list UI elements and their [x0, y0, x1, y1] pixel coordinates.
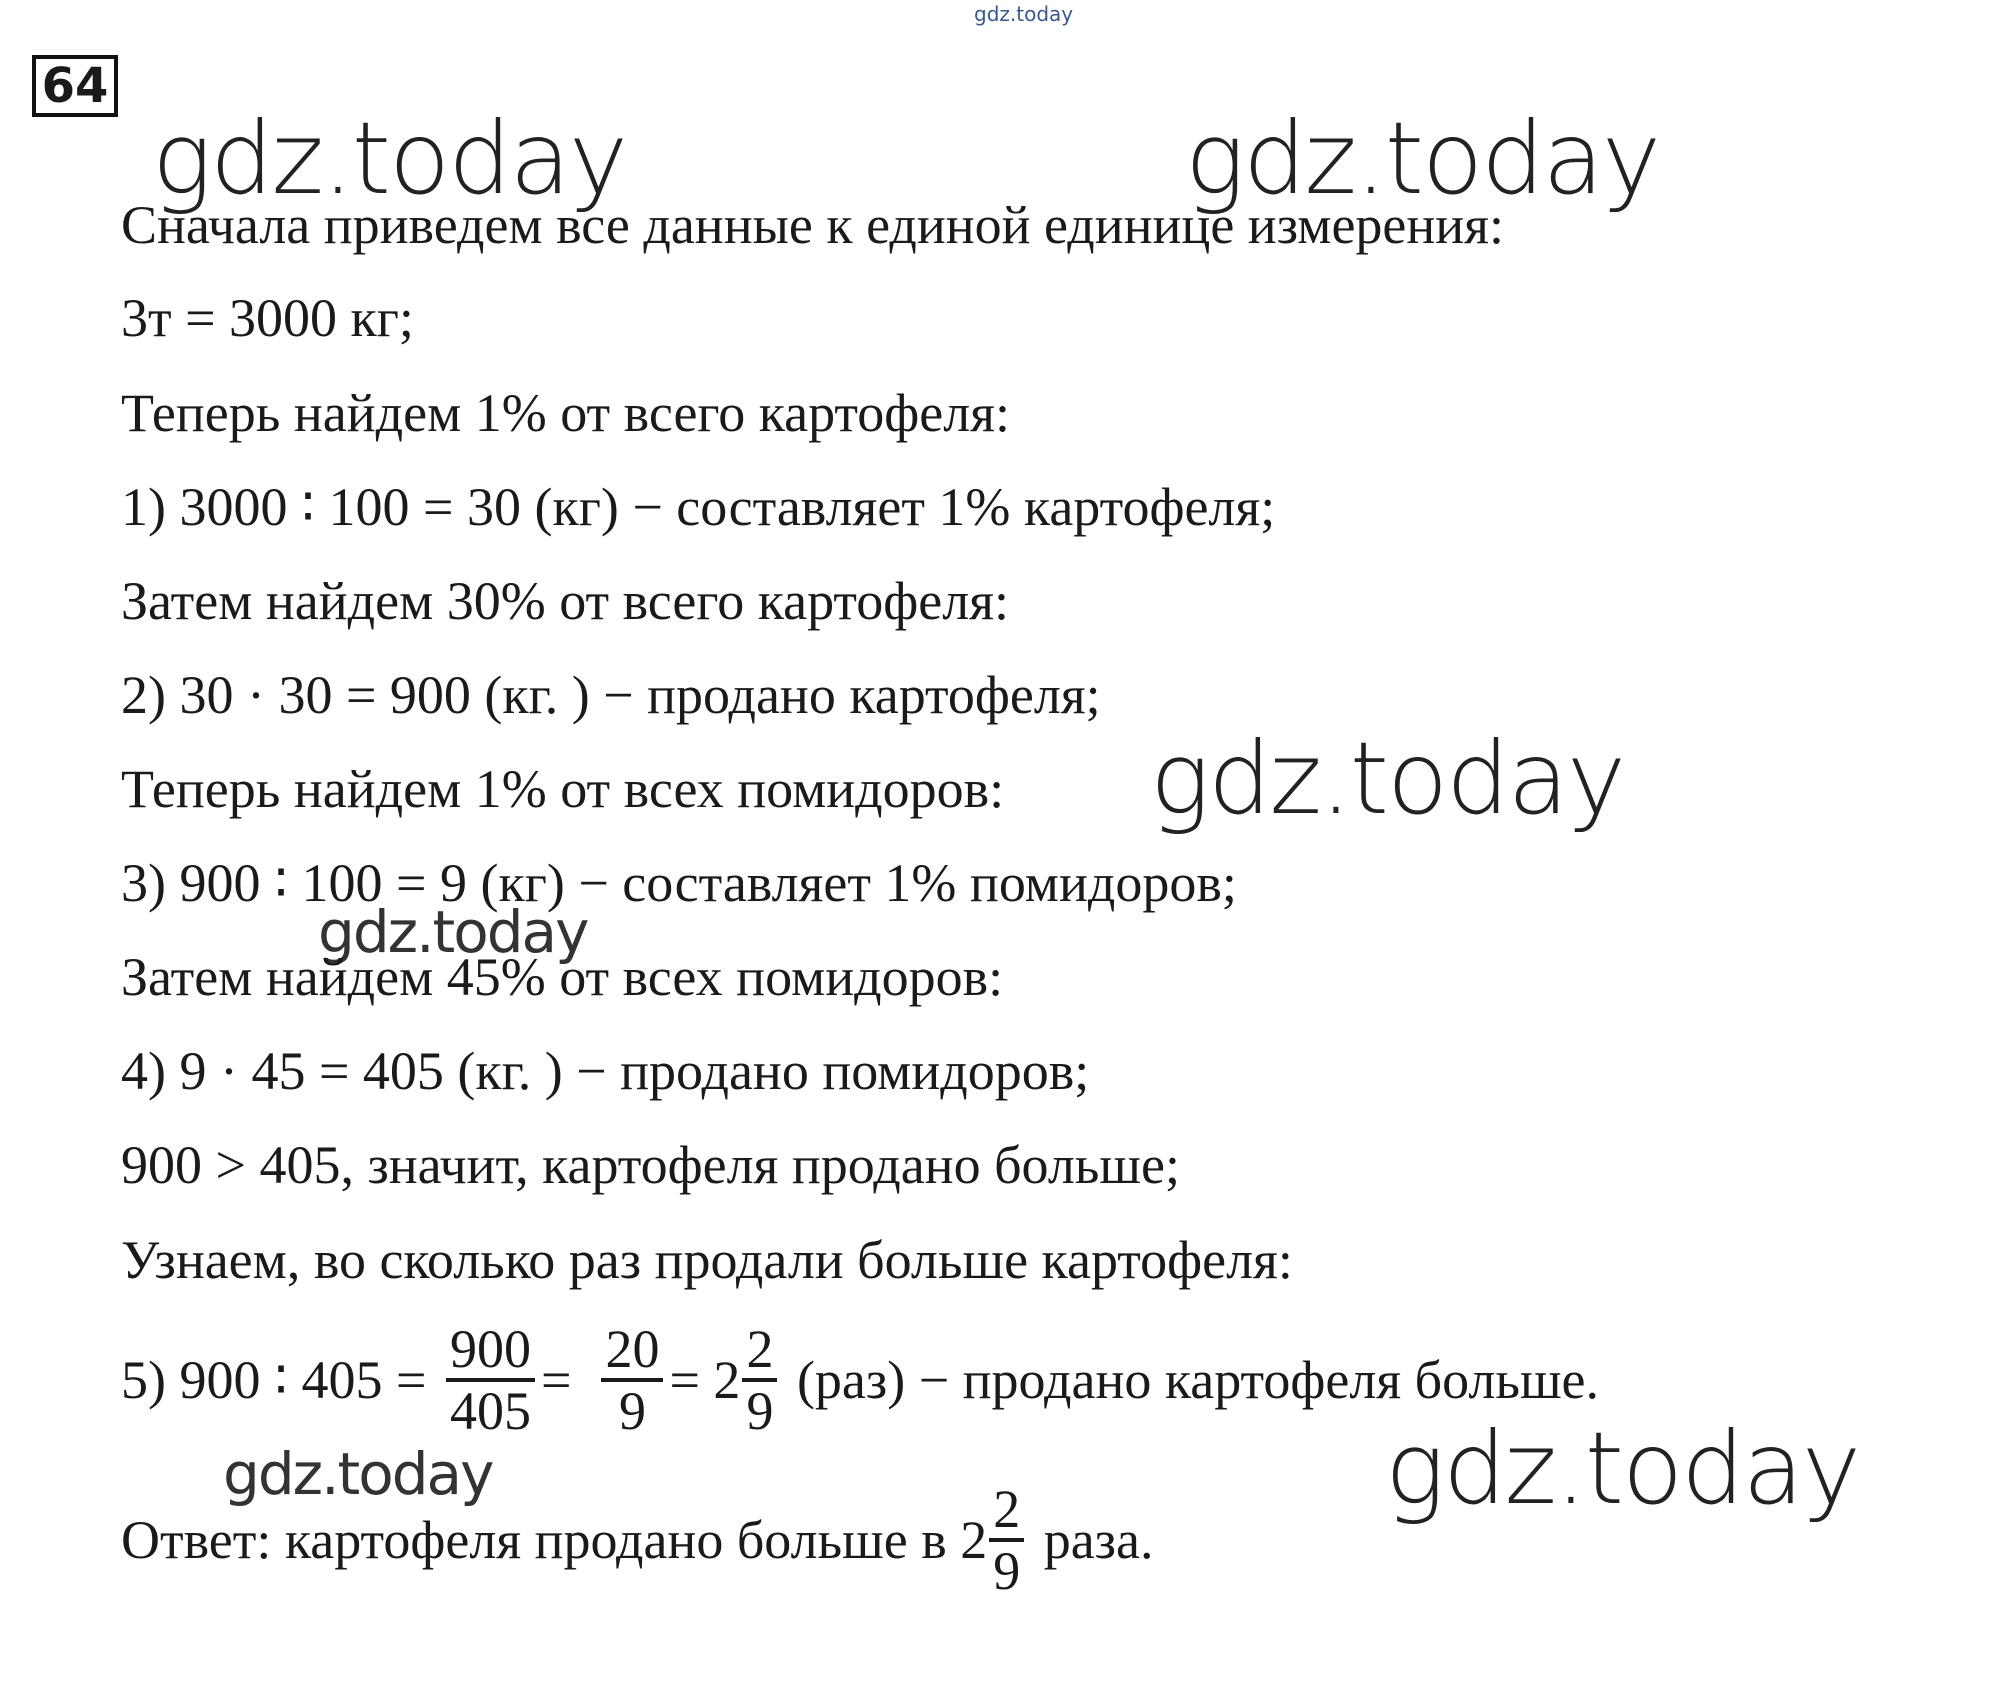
text-line: Теперь найдем 1% от всего картофеля: — [121, 383, 1011, 443]
fraction-numerator: 20 — [601, 1320, 663, 1382]
equals-sign: = — [541, 1350, 572, 1410]
fraction-denominator: 405 — [450, 1381, 531, 1441]
fraction-numerator: 2 — [989, 1480, 1024, 1542]
calc-prefix: 5) 900 ∶ 405 = — [121, 1350, 440, 1410]
text-line: Сначала приведем все данные к единой единице измерения: — [121, 195, 1505, 255]
fraction-denominator: 9 — [746, 1381, 774, 1441]
task-number-box: 64 — [32, 55, 118, 117]
watermark: gdz.today — [318, 898, 588, 966]
top-watermark: gdz.today — [974, 2, 1074, 26]
watermark: gdz.today — [223, 1440, 493, 1508]
fraction — [989, 1480, 1024, 1600]
calc-mixed-whole: = 2 — [669, 1350, 741, 1410]
text-line: Затем найдем 45% от всех помидоров: — [121, 947, 1004, 1007]
watermark: gdz.today — [1185, 100, 1660, 217]
text-line: 2) 30 · 30 = 900 (кг. ) − продано картофеля; — [121, 665, 1101, 725]
watermark: gdz.today — [1385, 1410, 1860, 1527]
text-line: 3т = 3000 кг; — [121, 288, 414, 348]
watermark: gdz.today — [152, 100, 627, 217]
fraction — [446, 1320, 535, 1440]
answer-line — [121, 1480, 1154, 1600]
text-line: Теперь найдем 1% от всех помидоров: — [121, 759, 1005, 819]
fraction — [742, 1320, 777, 1440]
text-line: Затем найдем 30% от всего картофеля: — [121, 571, 1009, 631]
fraction — [601, 1320, 663, 1440]
text-line: 900 > 405, значит, картофеля продано больше; — [121, 1135, 1180, 1195]
text-line: 4) 9 · 45 = 405 (кг. ) − продано помидоров; — [121, 1041, 1090, 1101]
answer-suffix: раза. — [1030, 1510, 1154, 1570]
fraction-denominator: 9 — [618, 1381, 646, 1441]
fraction-denominator: 9 — [993, 1541, 1021, 1601]
text-line: 1) 3000 ∶ 100 = 30 (кг) − составляет 1% картофеля; — [121, 477, 1276, 537]
answer-prefix: Ответ: картофеля продано больше в 2 — [121, 1510, 988, 1570]
fraction-numerator: 900 — [446, 1320, 535, 1382]
calculation-line — [121, 1320, 1599, 1440]
text-line: 3) 900 ∶ 100 = 9 (кг) − составляет 1% помидоров; — [121, 853, 1237, 913]
calc-suffix: (раз) − продано картофеля больше. — [783, 1350, 1600, 1410]
watermark: gdz.today — [1150, 720, 1625, 837]
text-line: Узнаем, во сколько раз продали больше картофеля: — [121, 1230, 1293, 1290]
fraction-numerator: 2 — [742, 1320, 777, 1382]
